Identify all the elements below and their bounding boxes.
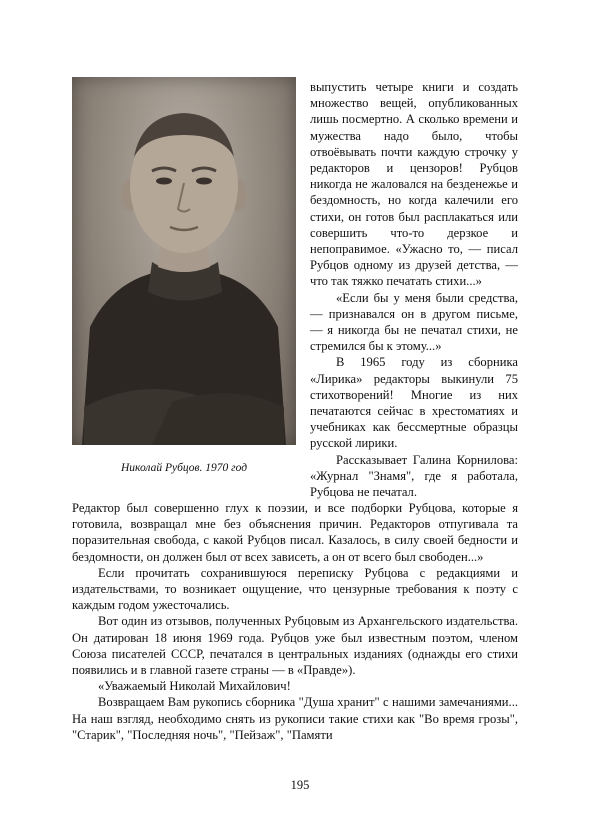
column-paragraph: «Если бы у меня были средства, — признавался он в другом письме, — я никогда бы не печатал стихи, не стремился бы к этому...» bbox=[310, 290, 518, 354]
column-paragraph: выпустить четыре книги и создать множество вещей, опубликованных лишь посмертно. А сколько времени и мужества надо было, чтобы отвоёвывать почти каждую строчку у редакторов и цензоров! Рубцов никогда не жаловался на безденежье и бездомность, но когда калечили его стихи, он готов был расплакаться или совершить что-то дерзкое и непоправимое. «Ужасно то, — писал Рубцов одному из друзей детства, — что так тяжко печатать стихи...» bbox=[310, 80, 518, 289]
portrait-photo bbox=[72, 77, 296, 445]
body-paragraph: Вот один из отзывов, полученных Рубцовым из Архангельского издательства. Он датирован 18 июня 1969 года. Рубцов уже был известным поэтом, членом Союза писателей СССР, печатался в центральных изданиях (однажды его стихи появились и в главной газете страны — в «Правде»). bbox=[72, 614, 518, 678]
column-paragraph: В 1965 году из сборника «Лирика» редакторы выкинули 75 стихотворений! Многие из них печатаются сейчас в хрестоматиях и учебниках как бессмертные образцы русской лирики. bbox=[310, 355, 518, 451]
page-number: 195 bbox=[290, 778, 310, 792]
full-width-text bbox=[72, 500, 518, 743]
body-paragraph: Если прочитать сохранившуюся переписку Рубцова с редакциями и издательствами, то возникает ощущение, что цензурные требования к поэту с каждым годом ужесточались. bbox=[72, 565, 518, 613]
portrait-illustration bbox=[72, 77, 296, 445]
photo-caption: Николай Рубцов. 1970 год bbox=[120, 462, 248, 474]
column-paragraph: Рассказывает Галина Корнилова: «Журнал "Знамя", где я работала, Рубцова не печатал. bbox=[310, 452, 518, 500]
body-paragraph: «Уважаемый Николай Михайлович! bbox=[98, 679, 291, 694]
text-column bbox=[310, 79, 518, 500]
body-paragraph: Редактор был совершенно глух к поэзии, и все подборки Рубцова, которые я готовила, возвращал мне без объяснения причин. Редакторов отпугивала та поразительная свобода, с какой Рубцов писал. Казалось, в силу своей бедности и бездомности, он должен был от всех зависеть, а он от всего был свободен...» bbox=[72, 501, 518, 564]
body-paragraph: Возвращаем Вам рукопись сборника "Душа хранит" с нашими замечаниями... На наш взгляд, необходимо снять из рукописи такие стихи как "Во время грозы", "Старик", "Последняя ночь", "Пейзаж", "Памяти bbox=[72, 695, 518, 742]
